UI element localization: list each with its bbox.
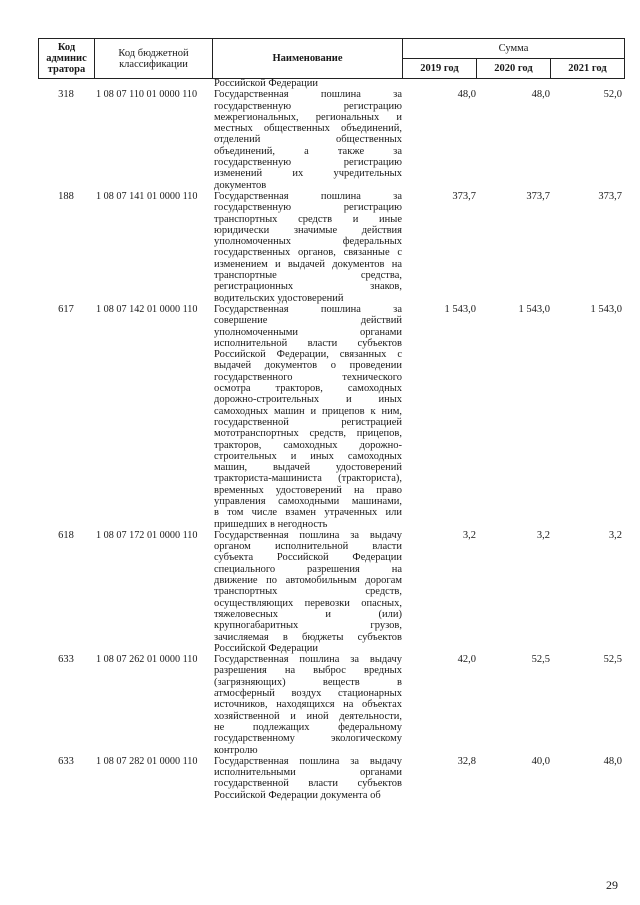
admin-code: 188 [58, 190, 74, 202]
name-line: тракторов, самоходных дорожно- [214, 439, 402, 451]
name-line: государственного технического [214, 371, 402, 383]
name-line: совершение действий [214, 315, 402, 327]
admin-code: 617 [58, 303, 74, 315]
sum-2020: 3,2 [536, 529, 550, 541]
name-line: (загрязняющих) веществ в [214, 676, 402, 688]
name-line: пришедших в негодность [214, 518, 328, 530]
name-line: Российской Федерации документа об [214, 789, 381, 801]
budget-code: 1 08 07 142 01 0000 110 [96, 303, 198, 315]
name-line: строительных и иных самоходных [214, 450, 402, 462]
name-line: разрешения на выброс вредных [214, 665, 402, 677]
sum-2021: 52,0 [603, 89, 622, 101]
name-line: крупногабаритных грузов, [214, 620, 402, 632]
header-admin-code: Код админис тратора [39, 39, 95, 79]
header-budget-code: Код бюджетной классификации [95, 39, 213, 79]
name-line: Российской Федерации, связанных с [214, 349, 402, 361]
revenue-name [214, 89, 402, 191]
name-line: Государственная пошлина за выдачу [214, 654, 402, 666]
name-line: водительских удостоверений [214, 292, 344, 304]
header-sum: Сумма [403, 39, 625, 59]
name-line: Государственная пошлина за [214, 303, 402, 315]
name-line: исполнительными органами [214, 767, 402, 779]
name-line: движение по автомобильным дорогам [214, 575, 402, 587]
name-line: органом исполнительной власти [214, 541, 402, 553]
name-line: управления самоходными машинами, [214, 495, 402, 507]
budget-code: 1 08 07 262 01 0000 110 [96, 654, 198, 666]
sum-2021: 52,5 [603, 654, 622, 666]
name-line: временных удостоверений на право [214, 484, 402, 496]
sum-2020: 52,5 [531, 654, 550, 666]
sum-2019: 3,2 [462, 529, 476, 541]
name-line: тяжеловесных и (или) [214, 608, 402, 620]
sum-2021: 48,0 [603, 755, 622, 767]
name-line: межрегиональных, региональных и [214, 111, 402, 123]
sum-2019: 1 543,0 [444, 303, 476, 315]
sum-2019: 373,7 [452, 190, 476, 202]
sum-2021: 3,2 [608, 529, 622, 541]
name-line: хозяйственной и иной деятельности, [214, 710, 402, 722]
name-line: уполномоченными органами [214, 326, 402, 338]
sum-2020: 48,0 [531, 89, 550, 101]
continuation-text: Российской Федерации [214, 78, 318, 89]
admin-code: 633 [58, 755, 74, 767]
name-line: государственную регистрацию [214, 157, 402, 169]
name-line: изменений их учредительных [214, 168, 402, 180]
table-row [38, 191, 624, 304]
table-body [38, 78, 624, 801]
name-line: документов [214, 179, 267, 191]
name-line: транспортных средств и иные [214, 213, 402, 225]
name-line: транспортные средства, [214, 270, 402, 282]
name-line: не подлежащих федеральному [214, 721, 402, 733]
name-line: мототранспортных средств, прицепов, [214, 428, 402, 440]
revenue-name [214, 191, 402, 304]
revenue-name [214, 304, 402, 530]
name-line: Государственная пошлина за [214, 89, 402, 101]
admin-code: 618 [58, 529, 74, 541]
revenue-name [214, 530, 402, 654]
budget-code: 1 08 07 110 01 0000 110 [96, 89, 198, 101]
budget-code: 1 08 07 172 01 0000 110 [96, 529, 198, 541]
name-line: Государственная пошлина за [214, 190, 402, 202]
table-row [38, 756, 624, 801]
sum-2021: 373,7 [598, 190, 622, 202]
name-line: государственному экологическому [214, 733, 402, 745]
name-line: специального разрешения на [214, 563, 402, 575]
header-name: Наименование [213, 39, 403, 79]
name-line: местных общественных объединений, [214, 123, 402, 135]
name-line: объединений, а также за [214, 145, 402, 157]
name-line: транспортных средств, [214, 586, 402, 598]
header-year-2019: 2019 год [403, 59, 477, 79]
name-line: уполномоченных федеральных [214, 236, 402, 248]
name-line: выдачей документов о проведении [214, 360, 402, 372]
continuation-row [38, 78, 624, 89]
sum-2019: 42,0 [457, 654, 476, 666]
table-row [38, 304, 624, 530]
name-line: Государственная пошлина за выдачу [214, 755, 402, 767]
name-line: государственную регистрацию [214, 100, 402, 112]
name-line: осмотра тракторов, самоходных [214, 383, 402, 395]
name-line: изменением и выдачей документов на [214, 258, 402, 270]
name-line: отделений общественных [214, 134, 402, 146]
table-header [38, 38, 625, 79]
name-line: государственной регистрацией [214, 416, 402, 428]
name-line: государственной власти субъектов [214, 778, 402, 790]
admin-code: 318 [58, 89, 74, 101]
sum-2020: 373,7 [526, 190, 550, 202]
name-line: самоходных машин и прицепов к ним, [214, 405, 402, 417]
name-line: осуществляющих перевозки опасных, [214, 597, 402, 609]
sum-2020: 40,0 [531, 755, 550, 767]
header-year-2020: 2020 год [477, 59, 551, 79]
name-line: зачисляемая в бюджеты субъектов [214, 631, 402, 643]
budget-code: 1 08 07 282 01 0000 110 [96, 755, 198, 767]
name-line: юридически значимые действия [214, 224, 402, 236]
sum-2019: 48,0 [457, 89, 476, 101]
revenue-name [214, 756, 402, 801]
name-line: государственных органов, связанные с [214, 247, 402, 259]
name-line: тракториста-машиниста (тракториста), [214, 473, 402, 485]
sum-2020: 1 543,0 [518, 303, 550, 315]
admin-code: 633 [58, 654, 74, 666]
name-line: Государственная пошлина за выдачу [214, 529, 402, 541]
name-line: контролю [214, 744, 258, 756]
sum-2019: 32,8 [457, 755, 476, 767]
name-line: дорожно-строительных и иных [214, 394, 402, 406]
sum-2021: 1 543,0 [590, 303, 622, 315]
name-line: исполнительной власти субъектов [214, 337, 402, 349]
name-line: субъекта Российской Федерации [214, 552, 402, 564]
name-line: атмосферный воздух стационарных [214, 688, 402, 700]
name-line: Российской Федерации [214, 642, 318, 654]
name-line: регистрационных знаков, [214, 281, 402, 293]
table-row [38, 530, 624, 654]
page-number: 29 [606, 878, 618, 892]
budget-code: 1 08 07 141 01 0000 110 [96, 190, 198, 202]
table-row [38, 89, 624, 191]
name-line: в том числе взамен утраченных или [214, 507, 402, 519]
header-year-2021: 2021 год [551, 59, 625, 79]
name-line: государственную регистрацию [214, 202, 402, 214]
name-line: машин, выдачей удостоверений [214, 462, 402, 474]
table-row [38, 654, 624, 756]
revenue-name [214, 654, 402, 756]
name-line: источников, находящихся на объектах [214, 699, 402, 711]
